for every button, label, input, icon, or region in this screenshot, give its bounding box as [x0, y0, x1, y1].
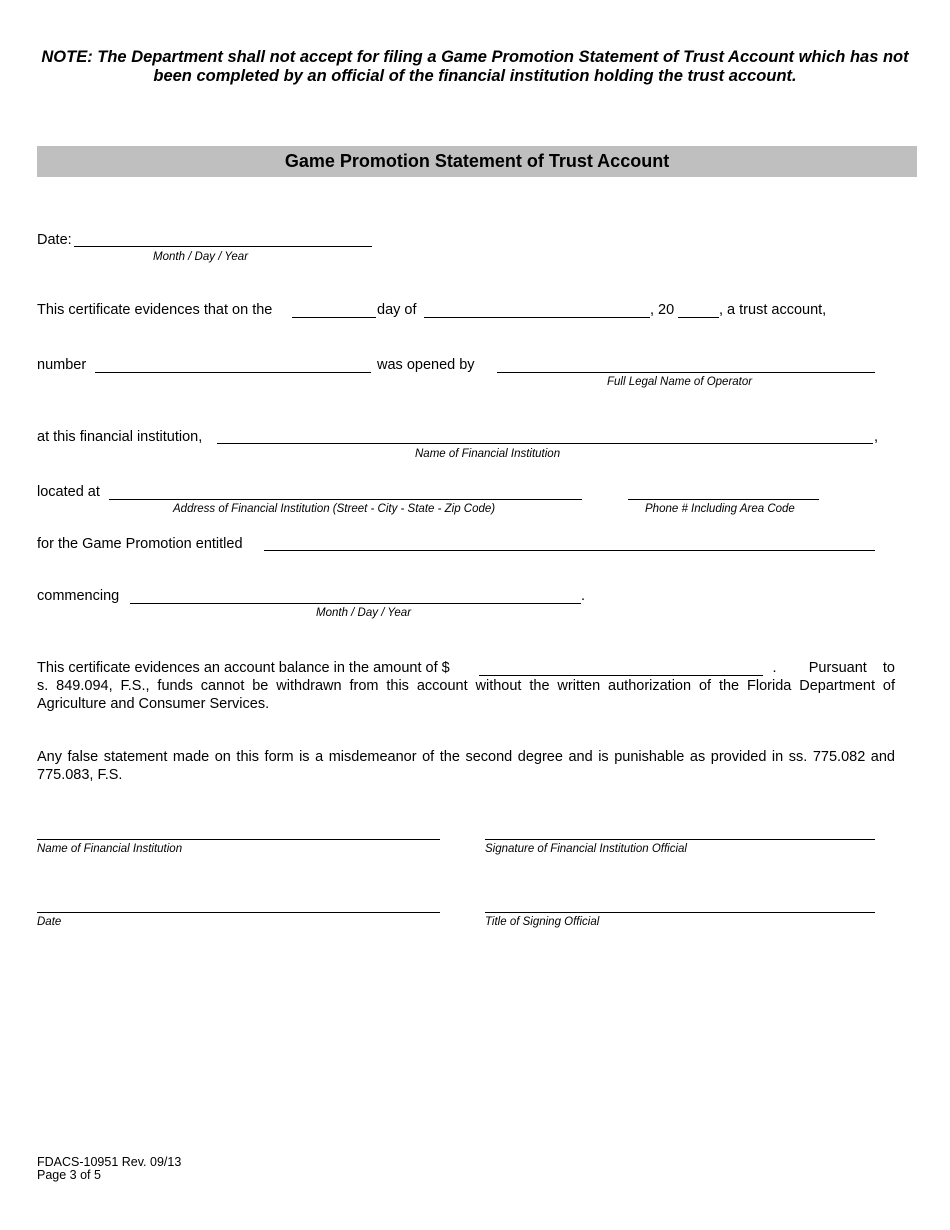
signing-title-caption: Title of Signing Official: [485, 916, 600, 928]
operator-caption: Full Legal Name of Operator: [607, 376, 753, 388]
signing-title-line[interactable]: [485, 912, 875, 913]
balance-prefix: This certificate evidences an account balance in the amount of $: [37, 660, 450, 676]
opened-by-label: was opened by: [377, 357, 475, 373]
filing-note: NOTE: The Department shall not accept for filing a Game Promotion Statement of Trust Account which has not been completed by an official of the financial institution holding the trust account.: [41, 48, 909, 85]
located-at-label: located at: [37, 484, 100, 500]
account-number-input-line[interactable]: [95, 372, 371, 373]
year-input-line[interactable]: [678, 317, 719, 318]
operator-name-input-line[interactable]: [497, 372, 875, 373]
signature-date-line[interactable]: [37, 912, 440, 913]
phone-caption: Phone # Including Area Code: [645, 503, 795, 515]
institution-name-input-line[interactable]: [217, 443, 873, 444]
day-of-label: day of: [377, 302, 417, 318]
address-caption: Address of Financial Institution (Street - City - State - Zip Code): [173, 503, 496, 515]
balance-statement-text: s. 849.094, F.S., funds cannot be withdrawn from this account without the written authorization of the Florida Department of Agriculture and Consumer Services.: [37, 678, 895, 712]
date-caption: Month / Day / Year: [153, 251, 249, 263]
commencing-label: commencing: [37, 588, 120, 604]
date-label: Date:: [37, 232, 72, 248]
certificate-suffix: , a trust account,: [719, 302, 827, 318]
institution-name-signature-line[interactable]: [37, 839, 440, 840]
number-label: number: [37, 357, 87, 373]
commencing-date-input-line[interactable]: [130, 603, 581, 604]
form-number: FDACS-10951 Rev. 09/13: [37, 1155, 182, 1169]
promotion-label: for the Game Promotion entitled: [37, 536, 243, 552]
certificate-prefix: This certificate evidences that on the: [37, 302, 273, 318]
balance-pursuant: . Pursuant to: [772, 660, 895, 676]
institution-label: at this financial institution,: [37, 429, 203, 445]
month-input-line[interactable]: [424, 317, 650, 318]
day-input-line[interactable]: [292, 317, 376, 318]
form-title: Game Promotion Statement of Trust Account: [37, 146, 917, 177]
balance-amount-input-line[interactable]: [479, 675, 763, 676]
promotion-title-input-line[interactable]: [264, 550, 875, 551]
page-footer: [37, 1156, 181, 1182]
page-number: Page 3 of 5: [37, 1168, 101, 1182]
phone-input-line[interactable]: [628, 499, 819, 500]
year-prefix: , 20: [650, 302, 675, 318]
official-signature-line[interactable]: [485, 839, 875, 840]
official-signature-caption: Signature of Financial Institution Official: [485, 843, 687, 855]
date-input-line[interactable]: [74, 246, 372, 247]
address-input-line[interactable]: [109, 499, 582, 500]
commencing-period: .: [581, 588, 586, 604]
signature-date-caption: Date: [37, 916, 62, 928]
institution-caption: Name of Financial Institution: [415, 448, 561, 460]
institution-name-caption: Name of Financial Institution: [37, 843, 183, 855]
false-statement-text: Any false statement made on this form is a misdemeanor of the second degree and is punishable as provided in ss. 775.082 and 775.083, F.S.: [37, 749, 895, 783]
commencing-caption: Month / Day / Year: [316, 607, 412, 619]
institution-comma: ,: [874, 429, 879, 445]
